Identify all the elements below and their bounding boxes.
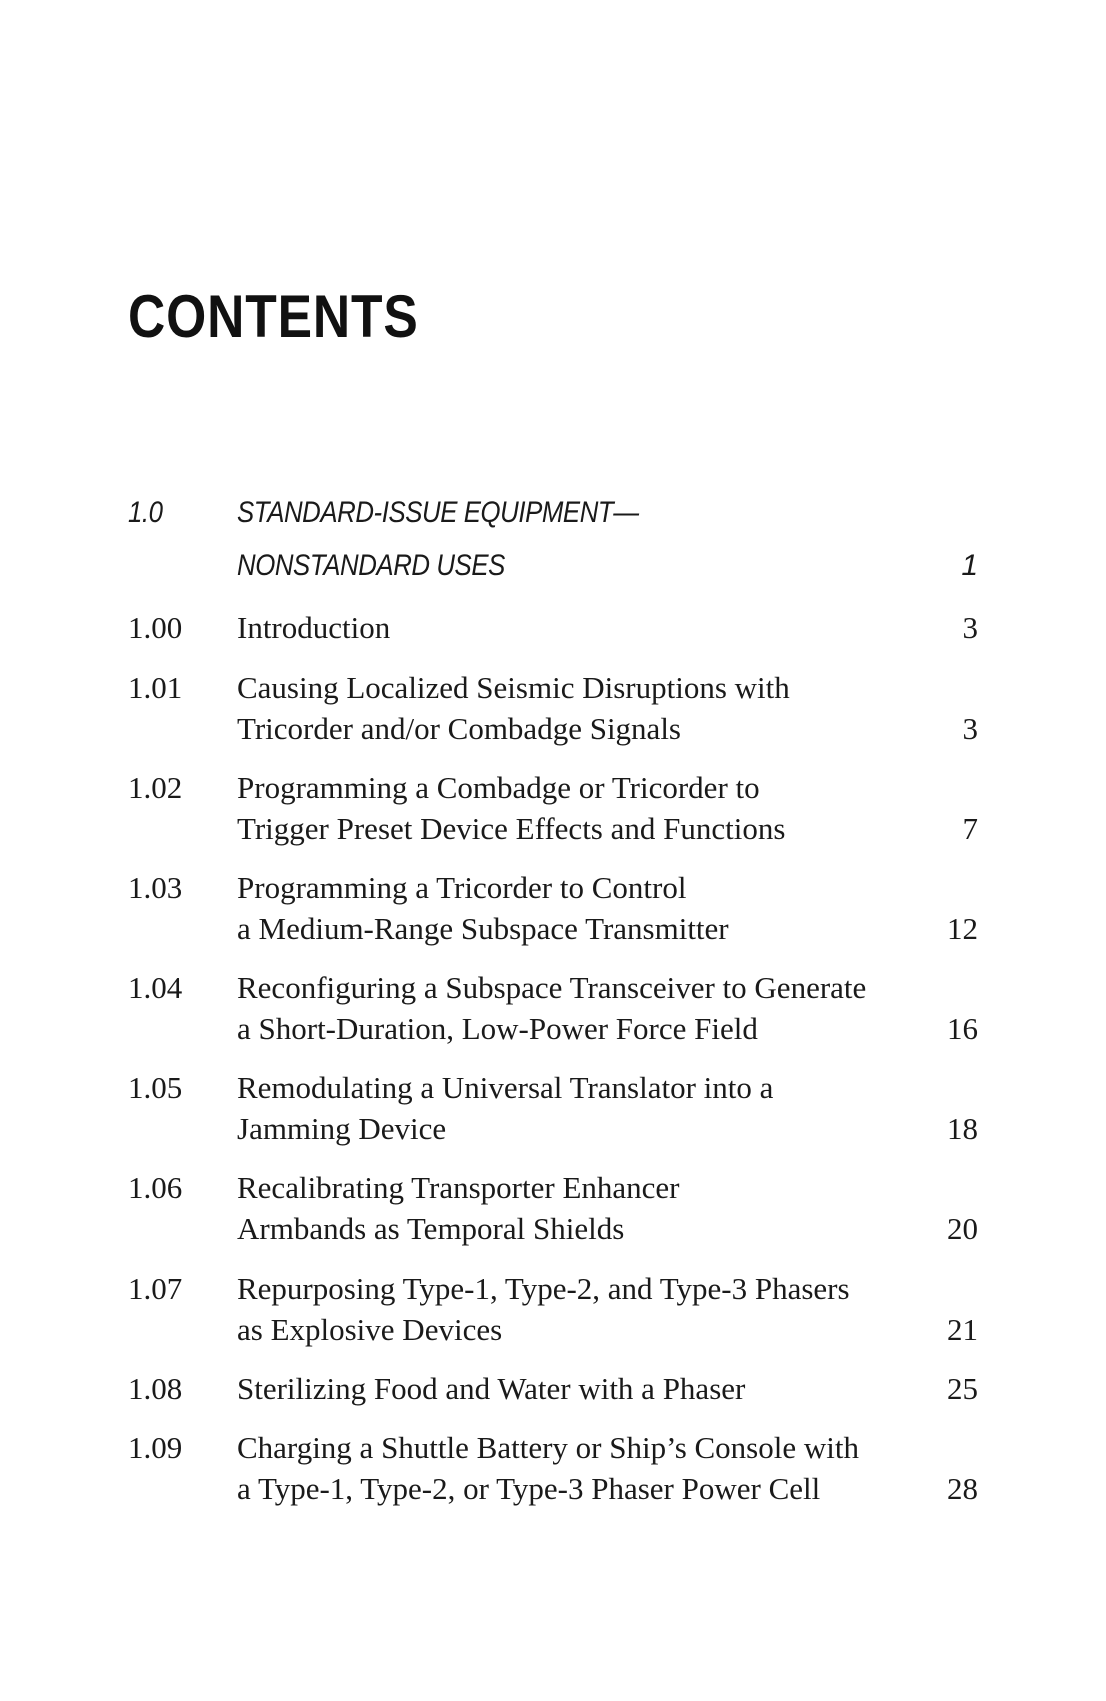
- entry-number: 1.09: [128, 1430, 183, 1465]
- entry-page-number: 21: [947, 1312, 978, 1347]
- toc-entry: [128, 867, 978, 951]
- entry-page-number: 25: [947, 1371, 978, 1406]
- chapter-page-number: 1: [961, 549, 978, 582]
- entry-title-line: a Type-1, Type-2, or Type-3 Phaser Power Cell: [237, 1471, 821, 1506]
- entry-title-line: as Explosive Devices: [237, 1312, 503, 1347]
- entry-number: 1.00: [128, 610, 183, 645]
- entry-number: 1.07: [128, 1271, 183, 1306]
- entry-number: 1.01: [128, 670, 183, 705]
- chapter-number: 1.0: [128, 496, 163, 529]
- entry-title-line: Introduction: [237, 610, 391, 645]
- entry-number: 1.05: [128, 1070, 183, 1105]
- entry-title-line: a Medium-Range Subspace Transmitter: [237, 911, 729, 946]
- entry-number: 1.03: [128, 870, 183, 905]
- entry-title-line: Programming a Combadge or Tricorder to: [237, 770, 760, 805]
- entry-title-line: Tricorder and/or Combadge Signals: [237, 711, 681, 746]
- entry-page-number: 20: [947, 1211, 978, 1246]
- entry-title-line: Repurposing Type-1, Type-2, and Type-3 Phasers: [237, 1271, 850, 1306]
- toc-entry: [128, 667, 978, 751]
- entry-number: 1.04: [128, 970, 183, 1005]
- entry-page-number: 3: [962, 711, 978, 746]
- entry-page-number: 16: [947, 1011, 978, 1046]
- entry-title-line: Programming a Tricorder to Control: [237, 870, 687, 905]
- page-title: CONTENTS: [128, 283, 419, 350]
- entry-number: 1.02: [128, 770, 183, 805]
- entry-number: 1.08: [128, 1371, 183, 1406]
- entry-title-line: Reconfiguring a Subspace Transceiver to Generate: [237, 970, 867, 1005]
- entry-title-line: Causing Localized Seismic Disruptions with: [237, 670, 790, 705]
- toc-entry: [128, 1067, 978, 1151]
- entry-page-number: 7: [962, 811, 978, 846]
- entry-number: 1.06: [128, 1170, 183, 1205]
- toc-entry: [128, 1167, 978, 1251]
- entry-title-line: Jamming Device: [237, 1111, 447, 1146]
- toc-entry: [128, 1427, 978, 1511]
- entry-page-number: 12: [947, 911, 978, 946]
- chapter-title-line: STANDARD-ISSUE EQUIPMENT—: [237, 496, 639, 529]
- entry-title-line: Remodulating a Universal Translator into a: [237, 1070, 774, 1105]
- toc-entry: [128, 767, 978, 851]
- entry-title-line: a Short-Duration, Low-Power Force Field: [237, 1011, 758, 1046]
- entry-page-number: 28: [947, 1471, 978, 1506]
- toc-entry: [128, 1368, 978, 1410]
- toc-entry: [128, 1268, 978, 1352]
- entry-page-number: 18: [947, 1111, 978, 1146]
- entry-title-line: Armbands as Temporal Shields: [237, 1211, 625, 1246]
- chapter-title-line: NONSTANDARD USES: [237, 549, 505, 582]
- entry-title-line: Sterilizing Food and Water with a Phaser: [237, 1371, 746, 1406]
- entry-title-line: Trigger Preset Device Effects and Functions: [237, 811, 786, 846]
- entry-page-number: 3: [962, 610, 978, 645]
- toc-entry: [128, 967, 978, 1051]
- toc-entry: [128, 607, 978, 649]
- toc-chapter-entry: [128, 485, 978, 597]
- entry-title-line: Recalibrating Transporter Enhancer: [237, 1170, 680, 1205]
- entry-title-line: Charging a Shuttle Battery or Ship’s Console with: [237, 1430, 859, 1465]
